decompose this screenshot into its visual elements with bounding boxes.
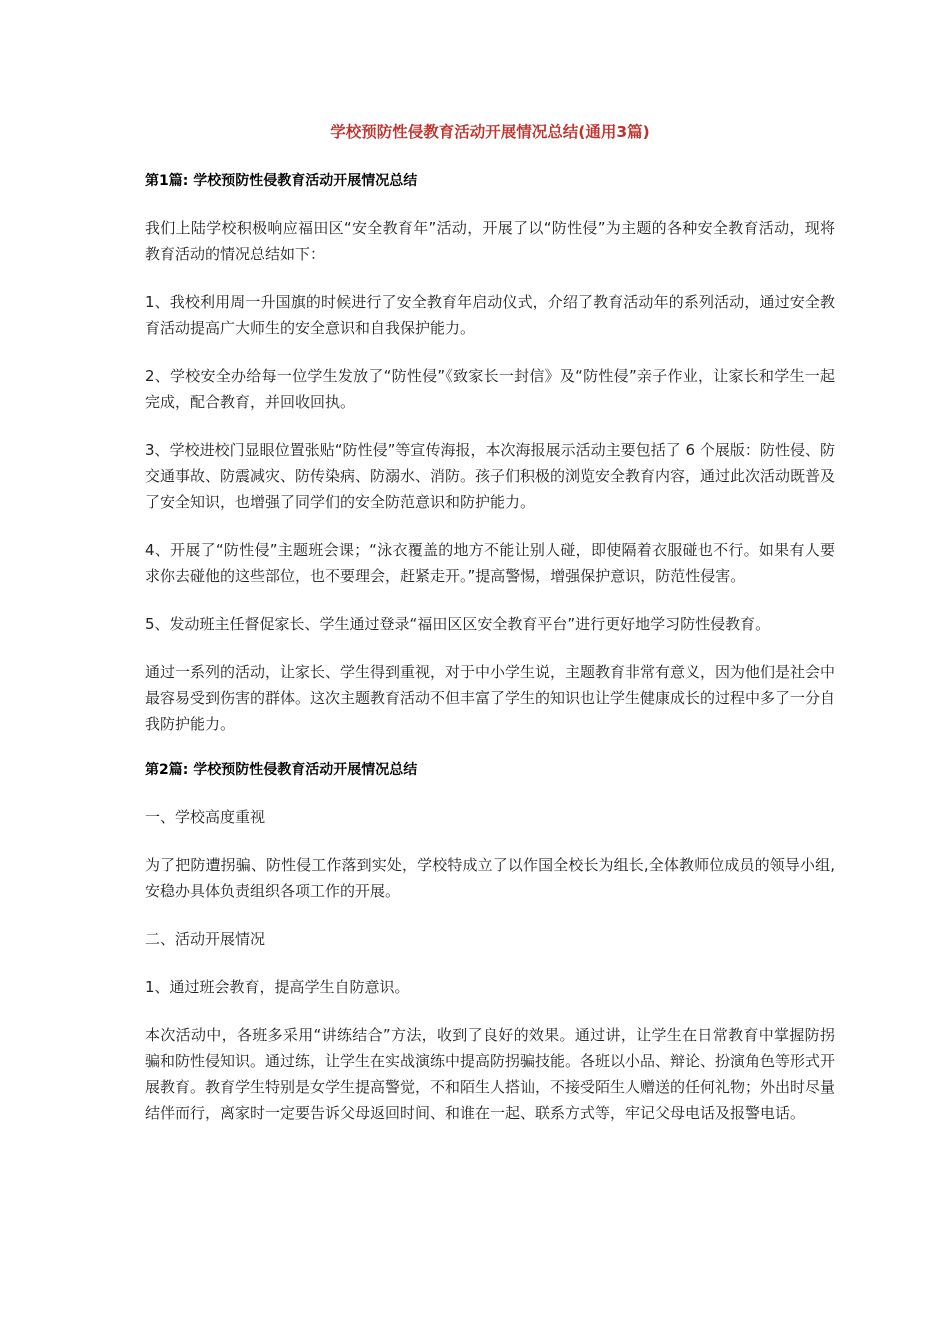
article-1-heading: 第1篇: 学校预防性侵教育活动开展情况总结	[145, 173, 418, 189]
paragraph: 5、发动班主任督促家长、学生通过登录“福田区区安全教育平台”进行更好地学习防性侵教育。	[145, 615, 771, 633]
paragraph: 1、我校利用周一升国旗的时候进行了安全教育年启动仪式，介绍了教育活动年的系列活动，通过安全教育活动提高广大师生的安全意识和自我保护能力。	[145, 293, 835, 337]
paragraph: 一、学校高度重视	[145, 808, 266, 826]
article-2	[145, 759, 835, 1126]
document-page	[145, 120, 835, 1148]
article-1	[145, 170, 835, 737]
paragraph: 二、活动开展情况	[145, 930, 266, 948]
paragraph: 为了把防遭拐骗、防性侵工作落到实处，学校特成立了以作国全校长为组长,全体教师位成员的领导小组,安稳办具体负责组织各项工作的开展。	[145, 856, 835, 900]
paragraph: 本次活动中，各班多采用“讲练结合”方法，收到了良好的效果。通过讲，让学生在日常教育中掌握防拐骗和防性侵知识。通过练，让学生在实战演练中提高防拐骗技能。各班以小品、辩论、扮演角色等形式开展教育。教育学生特别是女学生提高警觉，不和陌生人搭讪，不接受陌生人赠送的任何礼物；外出时尽量结伴而行，离家时一定要告诉父母返回时间、和谁在一起、联系方式等，牢记父母电话及报警电话。	[145, 1026, 836, 1122]
paragraph: 2、学校安全办给每一位学生发放了“防性侵”《致家长一封信》及“防性侵”亲子作业，让家长和学生一起完成，配合教育，并回收回执。	[145, 367, 835, 411]
paragraph: 1、通过班会教育，提高学生自防意识。	[145, 978, 410, 996]
paragraph: 我们上陆学校积极响应福田区“安全教育年”活动，开展了以“防性侵”为主题的各种安全教育活动，现将教育活动的情况总结如下：	[145, 219, 835, 263]
paragraph: 通过一系列的活动，让家长、学生得到重视，对于中小学生说，主题教育非常有意义，因为他们是社会中最容易受到伤害的群体。这次主题教育活动不但丰富了学生的知识也让学生健康成长的过程中多了一分自我防护能力。	[145, 663, 836, 733]
document-title: 学校预防性侵教育活动开展情况总结(通用3篇)	[330, 123, 650, 141]
article-2-heading: 第2篇: 学校预防性侵教育活动开展情况总结	[145, 762, 418, 778]
paragraph: 4、开展了“防性侵”主题班会课；“泳衣覆盖的地方不能让别人碰，即使隔着衣服碰也不行。如果有人要求你去碰他的这些部位，也不要理会，赶紧走开。”提高警惕，增强保护意识，防范性侵害。	[145, 541, 835, 585]
paragraph: 3、学校进校门显眼位置张贴“防性侵”等宣传海报，本次海报展示活动主要包括了 6 个展版：防性侵、防交通事故、防震减灾、防传染病、防溺水、消防。孩子们积极的浏览安全教育内容，通过此次活动既普及了安全知识，也增强了同学们的安全防范意识和防护能力。	[145, 441, 836, 511]
